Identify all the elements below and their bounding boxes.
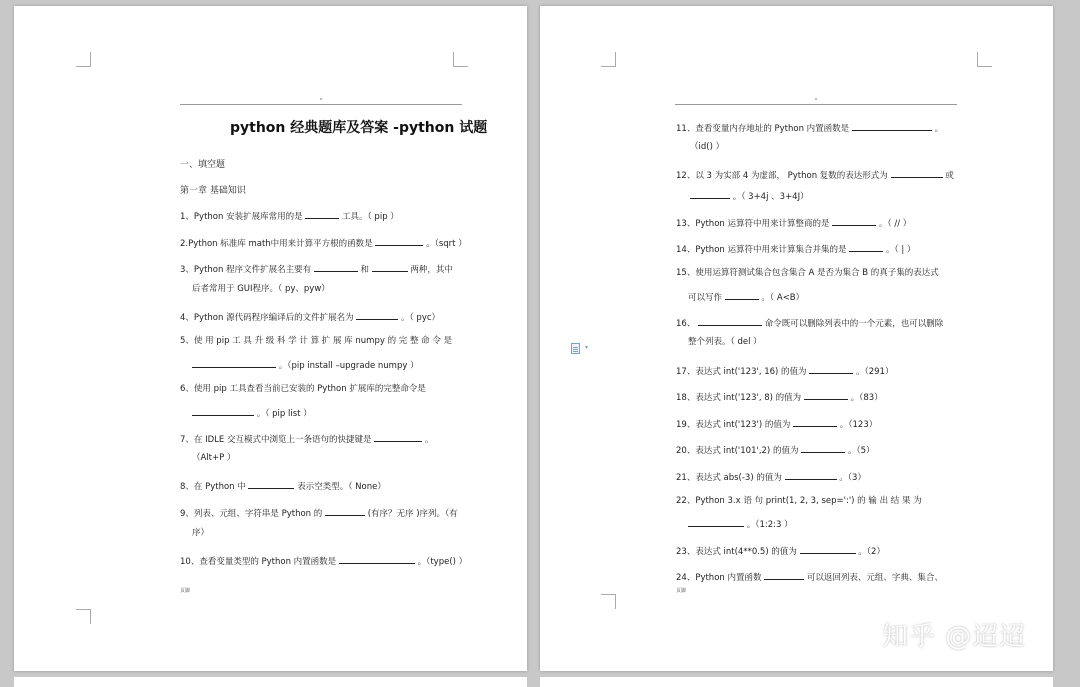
- question-line: [180, 506, 458, 520]
- page-footer: 页脚: [180, 588, 191, 594]
- question-line: [676, 443, 875, 457]
- question-line: [180, 384, 426, 395]
- question-line: [676, 417, 877, 431]
- chevron-down-icon[interactable]: ▾: [585, 344, 589, 351]
- question-text: 可以写作: [688, 293, 723, 303]
- answer-blank: [725, 290, 759, 300]
- question-answer: 。（ // ）: [878, 219, 912, 229]
- question-answer: 。（123）: [839, 420, 878, 430]
- question-text: 10、查看变量类型的 Python 内置函数是: [180, 557, 337, 567]
- question-line: [676, 216, 911, 230]
- question-line: [688, 290, 804, 304]
- question-line: [180, 554, 467, 568]
- question-answer: 。（ pip list ）: [256, 409, 312, 419]
- answer-blank: [248, 479, 294, 489]
- question-line: [180, 236, 467, 250]
- question-answer: 或: [945, 171, 954, 181]
- question-text: （Alt+P ）: [192, 453, 236, 463]
- question-text: 9、列表、元组、字符串是 Python 的: [180, 509, 323, 519]
- question-text: 序）: [192, 528, 210, 538]
- crop-mark: [76, 609, 91, 624]
- question-answer: 。（type() ）: [417, 557, 468, 567]
- question-line: [676, 316, 943, 330]
- question-answer: 表示空类型。（ None）: [297, 482, 386, 492]
- answer-blank: [192, 406, 254, 416]
- question-line: [690, 189, 809, 203]
- section-heading: 一、填空题: [180, 160, 226, 170]
- question-text: 和: [360, 265, 369, 275]
- answer-blank: [793, 417, 837, 427]
- question-line: [676, 242, 915, 256]
- question-text: 4、Python 源代码程序编译后的文件扩展名为: [180, 313, 354, 323]
- question-line: [688, 517, 793, 531]
- question-text: 8、在 Python 中: [180, 482, 246, 492]
- question-text: 5、使 用 pip 工 具 升 级 科 学 计 算 扩 展 库 numpy 的 完 整 命 令 是: [180, 336, 453, 346]
- question-answer: 工具。（ pip ）: [341, 212, 399, 222]
- question-line: [192, 453, 235, 464]
- header-rule: [180, 104, 462, 105]
- question-text: 整个列表。（ del ）: [688, 337, 762, 347]
- question-line: [676, 364, 893, 378]
- question-line: [676, 570, 943, 584]
- question-line: [192, 358, 419, 372]
- question-line: [180, 479, 386, 493]
- crop-mark: [977, 52, 992, 67]
- question-line: [192, 406, 312, 420]
- answer-blank: [192, 358, 276, 368]
- question-answer: 。（5）: [847, 446, 875, 456]
- question-answer: 。（ pyc）: [400, 313, 441, 323]
- question-text: 17、表达式 int('123', 16) 的值为: [676, 367, 807, 377]
- answer-blank: [339, 554, 415, 564]
- question-line: [180, 432, 433, 446]
- question-line: [180, 262, 453, 276]
- header-rule: [675, 104, 957, 105]
- answer-blank: [832, 216, 876, 226]
- question-text: 2.Python 标准库 math中用来计算平方根的函数是: [180, 239, 373, 249]
- question-text: 后者常用于 GUI程序。（ py、pyw）: [192, 284, 330, 294]
- question-answer: 。（ A<B）: [761, 293, 805, 303]
- chapter-heading: 第一章 基础知识: [180, 186, 246, 196]
- question-text: 3、Python 程序文件扩展名主要有: [180, 265, 312, 275]
- question-answer: 。（ | ）: [885, 245, 916, 255]
- answer-blank: [356, 310, 398, 320]
- header-marker: [815, 98, 817, 100]
- answer-blank: [764, 570, 804, 580]
- answer-blank: [314, 262, 358, 272]
- question-line: [676, 390, 883, 404]
- question-answer: 可以返回列表、元组、字典、集合、: [806, 573, 943, 583]
- question-answer: 命令既可以删除列表中的一个元素，也可以删除: [764, 319, 944, 329]
- answer-blank: [690, 189, 730, 199]
- question-text: 12、以 3 为实部 4 为虚部， Python 复数的表达形式为: [676, 171, 888, 181]
- answer-blank: [849, 242, 883, 252]
- document-title: python 经典题库及答案 -python 试题: [230, 120, 488, 136]
- answer-blank: [375, 236, 423, 246]
- question-answer: 。（291）: [855, 367, 894, 377]
- question-text: 11、查看变量内存地址的 Python 内置函数是: [676, 124, 850, 134]
- question-line: [180, 336, 452, 347]
- question-text: 18、表达式 int('123', 8) 的值为: [676, 393, 802, 403]
- crop-mark: [76, 52, 91, 67]
- answer-blank: [852, 121, 932, 131]
- answer-blank: [800, 544, 856, 554]
- question-answer: (有序？无序 )序列。（有: [367, 509, 458, 519]
- question-line: [676, 268, 939, 279]
- question-line: [688, 337, 762, 348]
- question-line: [192, 528, 209, 539]
- question-answer: 。（sqrt ）: [426, 239, 467, 249]
- question-line: [192, 284, 330, 295]
- question-text: 23、表达式 int(4**0.5) 的值为: [676, 547, 797, 557]
- question-line: [180, 310, 440, 324]
- question-line: [676, 544, 885, 558]
- answer-blank: [374, 432, 422, 442]
- question-answer: 。（ 3+4j 、3+4J）: [732, 192, 809, 202]
- next-page-left: [14, 677, 527, 687]
- answer-blank: [372, 262, 408, 272]
- question-text: （id() ）: [690, 142, 725, 152]
- question-text: 13、Python 运算符中用来计算整商的是: [676, 219, 830, 229]
- document-icon[interactable]: [571, 343, 580, 354]
- crop-mark: [453, 52, 468, 67]
- question-text: 7、在 IDLE 交互模式中浏览上一条语句的快捷键是: [180, 435, 372, 445]
- question-text: 14、Python 运算符中用来计算集合并集的是: [676, 245, 847, 255]
- answer-blank: [785, 470, 837, 480]
- crop-mark: [601, 52, 616, 67]
- question-text: 15、使用运算符测试集合包含集合 A 是否为集合 B 的真子集的表达式: [676, 268, 939, 278]
- question-answer: 。（2）: [858, 547, 885, 557]
- answer-blank: [325, 506, 365, 516]
- question-answer: 两种，其中: [410, 265, 453, 275]
- question-text: 24、Python 内置函数: [676, 573, 762, 583]
- question-answer: 。（1:2:3 ）: [746, 520, 793, 530]
- question-answer: 。（pip install –upgrade numpy ）: [278, 361, 419, 371]
- question-text: 22、Python 3.x 语 句 print(1, 2, 3, sep=':') 的 输 出 结 果 为: [676, 496, 922, 506]
- answer-blank: [698, 316, 762, 326]
- question-answer: 。: [424, 435, 434, 445]
- question-text: 19、表达式 int('123') 的值为: [676, 420, 791, 430]
- watermark: 知乎 @迢迢: [882, 622, 1027, 652]
- next-page-right: [540, 677, 1053, 687]
- question-answer: 。（3）: [839, 473, 866, 483]
- question-text: 20、表达式 int('101',2) 的值为: [676, 446, 799, 456]
- header-marker: [320, 98, 322, 100]
- question-text: 16、: [676, 319, 696, 329]
- question-text: 21、表达式 abs(-3) 的值为: [676, 473, 782, 483]
- question-answer: 。: [934, 124, 944, 134]
- answer-blank: [809, 364, 853, 374]
- question-answer: 。（83）: [850, 393, 883, 403]
- question-line: [180, 209, 399, 223]
- answer-blank: [801, 443, 845, 453]
- page-footer: 页脚: [676, 588, 687, 594]
- question-text: 6、使用 pip 工具查看当前已安装的 Python 扩展库的完整命令是: [180, 384, 426, 394]
- question-line: [676, 121, 943, 135]
- question-text: 1、Python 安装扩展库常用的是: [180, 212, 303, 222]
- question-line: [676, 470, 866, 484]
- answer-blank: [305, 209, 339, 219]
- crop-mark: [601, 594, 616, 609]
- answer-blank: [891, 168, 943, 178]
- question-line: [676, 496, 922, 507]
- answer-blank: [804, 390, 848, 400]
- question-line: [690, 142, 724, 153]
- question-line: [676, 168, 954, 182]
- answer-blank: [688, 517, 744, 527]
